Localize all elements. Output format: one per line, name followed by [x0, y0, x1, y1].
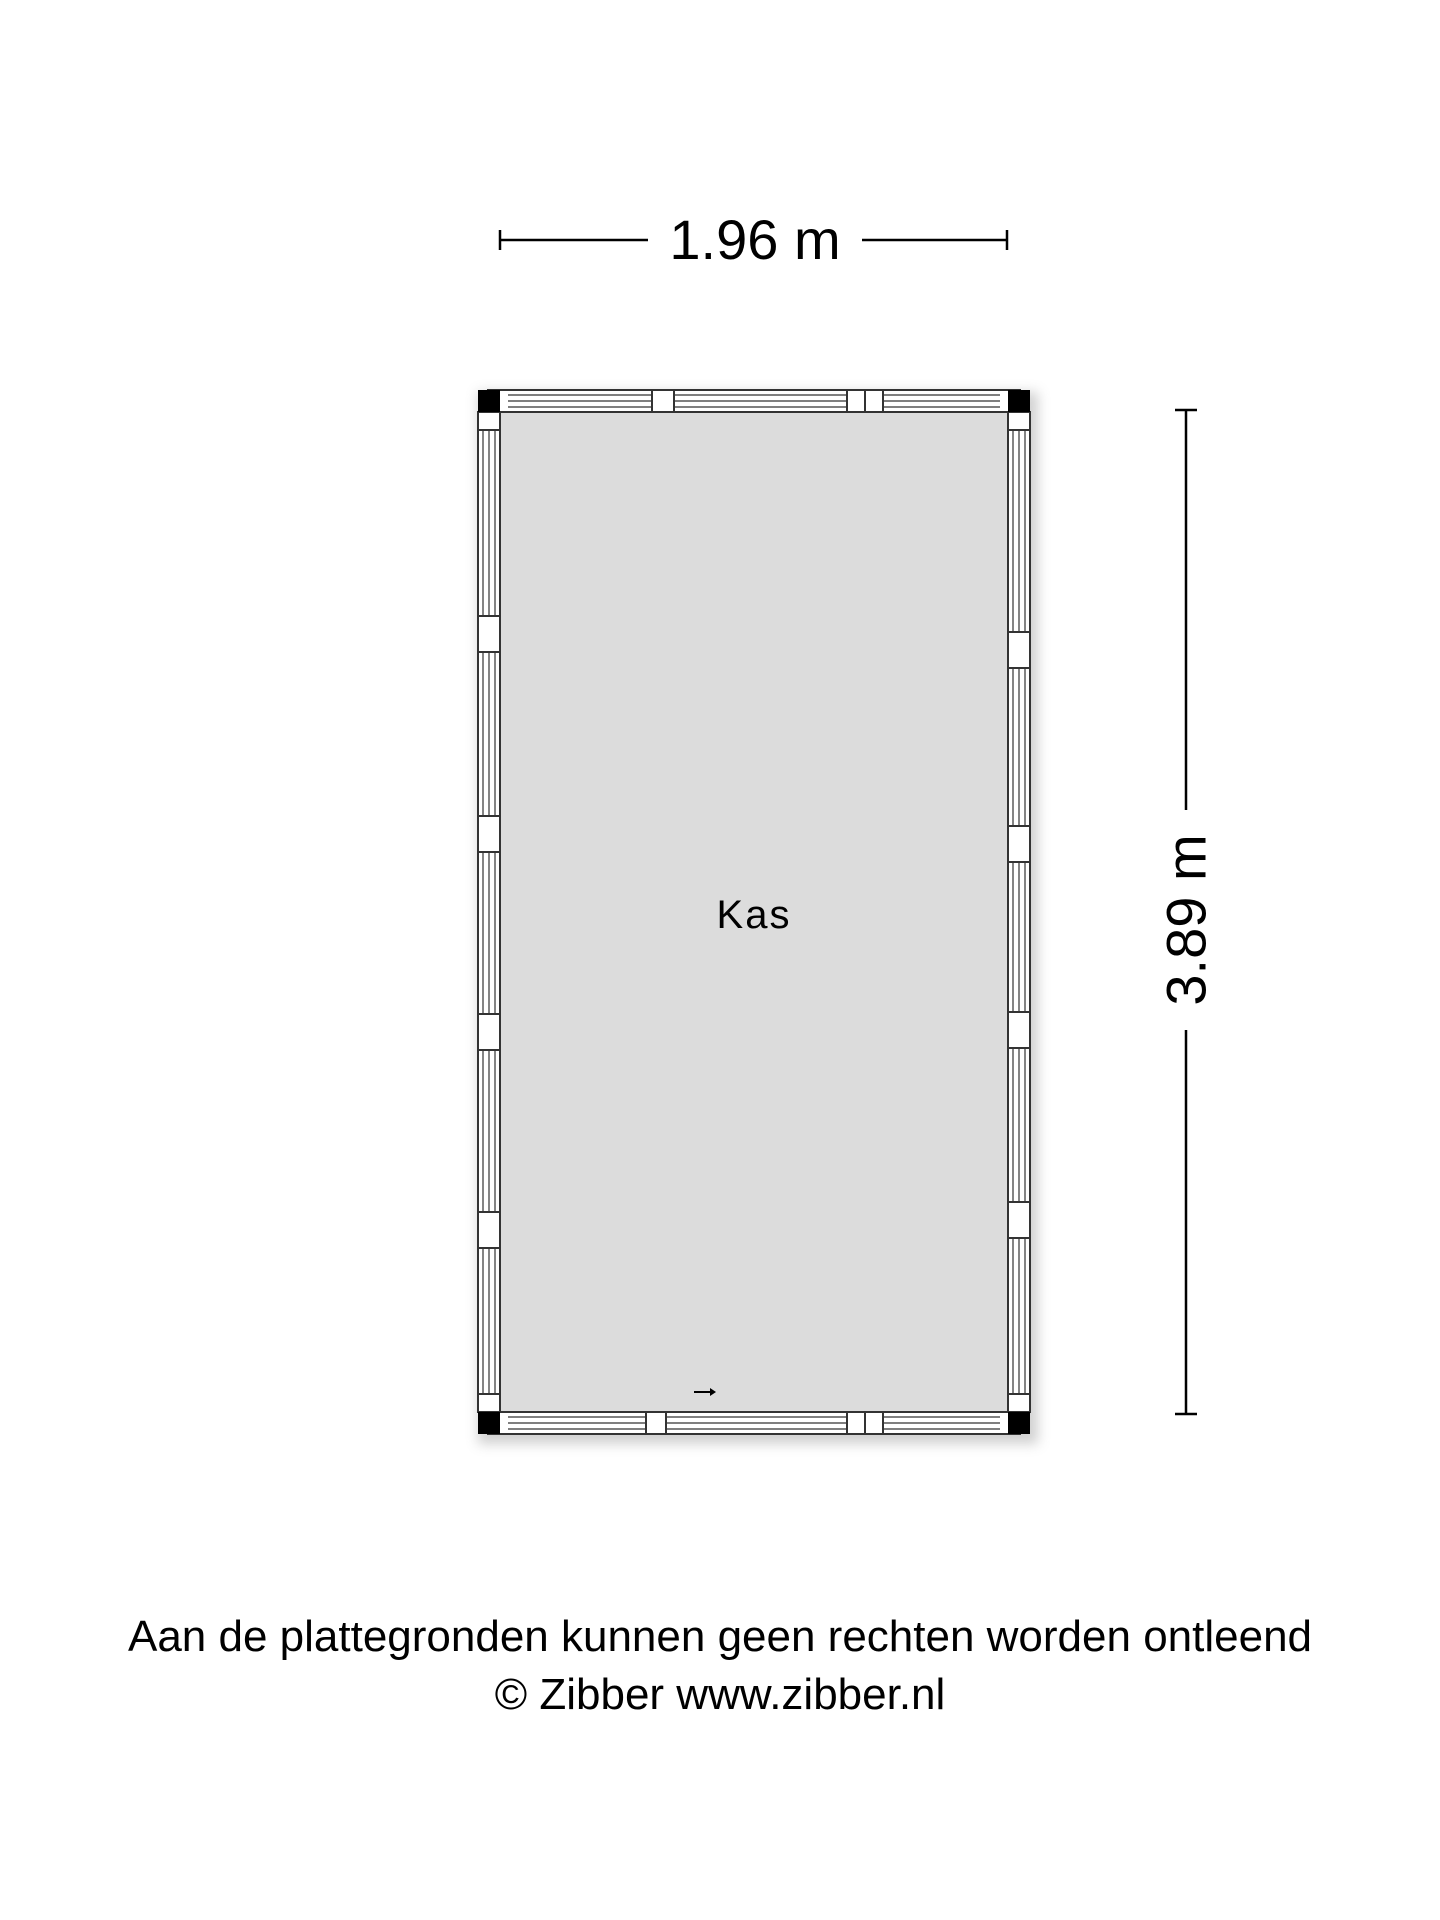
glazing-bar	[646, 1412, 666, 1434]
left-wall	[478, 412, 500, 1412]
height-label: 3.89 m	[1154, 834, 1218, 1006]
width-label: 1.96 m	[669, 208, 841, 271]
glazing-bar	[847, 390, 865, 412]
glazing-bar	[1008, 826, 1030, 862]
glazing-bar	[478, 412, 500, 430]
glazing-bar	[652, 390, 674, 412]
bottom-wall	[488, 1412, 1020, 1434]
room-kas	[478, 390, 1038, 1444]
glazing-bar	[1008, 1394, 1030, 1412]
glazing-bar	[1008, 1012, 1030, 1048]
glazing-bar	[478, 1212, 500, 1248]
glazing-bar	[1008, 632, 1030, 668]
width-dimension	[500, 208, 1007, 271]
top-wall	[488, 390, 1020, 412]
glazing-bar	[1008, 412, 1030, 430]
height-dimension	[1155, 410, 1218, 1414]
glazing-bar	[478, 1014, 500, 1050]
glazing-bar	[478, 616, 500, 652]
corner-post	[1008, 1412, 1030, 1434]
room-label: Kas	[716, 893, 792, 937]
copyright-text: © Zibber www.zibber.nl	[494, 1670, 946, 1719]
corner-post	[478, 390, 500, 412]
glazing-bar	[478, 816, 500, 852]
glazing-bar	[1008, 1202, 1030, 1238]
glazing-bar	[865, 390, 883, 412]
right-wall	[1008, 412, 1030, 1412]
disclaimer-text: Aan de plattegronden kunnen geen rechten worden ontleend	[127, 1612, 1313, 1661]
glazing-bar	[478, 1394, 500, 1412]
glazing-bar	[847, 1412, 865, 1434]
corner-post	[1008, 390, 1030, 412]
glazing-bar	[865, 1412, 883, 1434]
corner-post	[478, 1412, 500, 1434]
